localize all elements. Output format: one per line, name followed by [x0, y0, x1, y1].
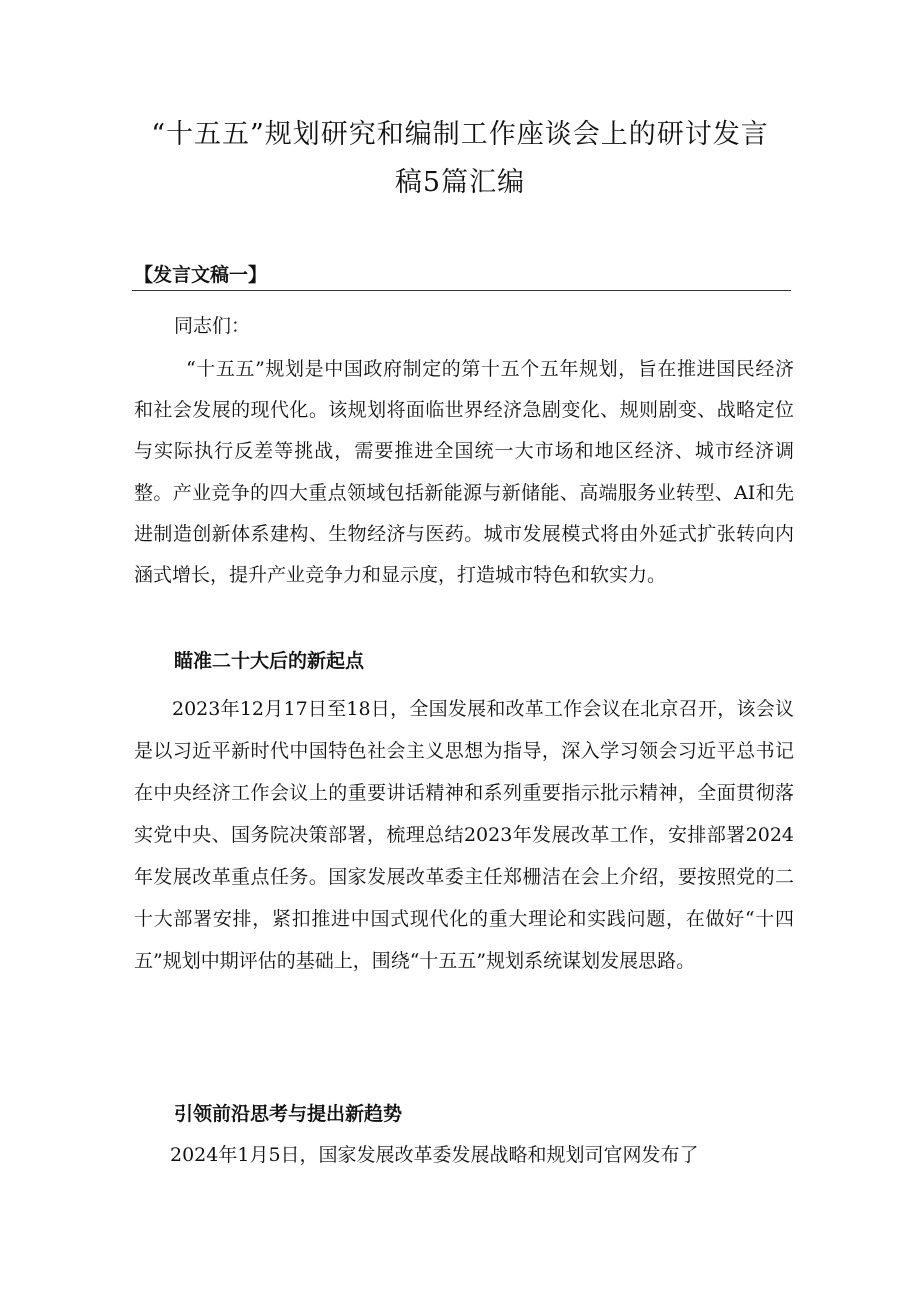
document-title-line-1: “十五五”规划研究和编制工作座谈会上的研讨发言: [151, 119, 769, 150]
section-label: 【发言文稿一】: [134, 264, 268, 286]
paragraph-intro: “十五五”规划是中国政府制定的第十五个五年规划，旨在推进国民经济和社会发展的现代化。该规划将面临世界经济急剧变化、规则剧变、战略定位与实际执行反差等挑战，需要推进全国统一大市场和地区经济、城市经济调整。产业竞争的四大重点领域包括新能源与新储能、高端服务业转型、AI和先进制造创新体系建构、生物经济与医药。城市发展模式将由外延式扩张转向内涵式增长，提升产业竞争力和显示度，打造城市特色和软实力。: [134, 358, 794, 587]
paragraph-release: 2024年1月5日，国家发展改革委发展战略和规划司官网发布了: [170, 1144, 699, 1166]
subheading-new-starting-point: 瞄准二十大后的新起点: [174, 650, 365, 672]
subheading-frontier-thinking: 引领前沿思考与提出新趋势: [174, 1103, 403, 1125]
document-title-line-2: 稿5篇汇编: [394, 167, 526, 198]
section-divider: [132, 290, 791, 291]
greeting: 同志们：: [174, 315, 251, 337]
paragraph-conference: 2023年12月17日至18日，全国发展和改革工作会议在北京召开，该会议是以习近平新时代中国特色社会主义思想为指导，深入学习领会习近平总书记在中央经济工作会议上的重要讲话精神和系列重要指示批示精神，全面贯彻落实党中央、国务院决策部署，梳理总结2023年发展改革工作，安排部署2024年发展改革重点任务。国家发展改革委主任郑栅洁在会上介绍，要按照党的二十大部署安排，紧扣推进中国式现代化的重大理论和实践问题，在做好“十四五”规划中期评估的基础上，围绕“十五五”规划系统谋划发展思路。: [134, 698, 794, 972]
